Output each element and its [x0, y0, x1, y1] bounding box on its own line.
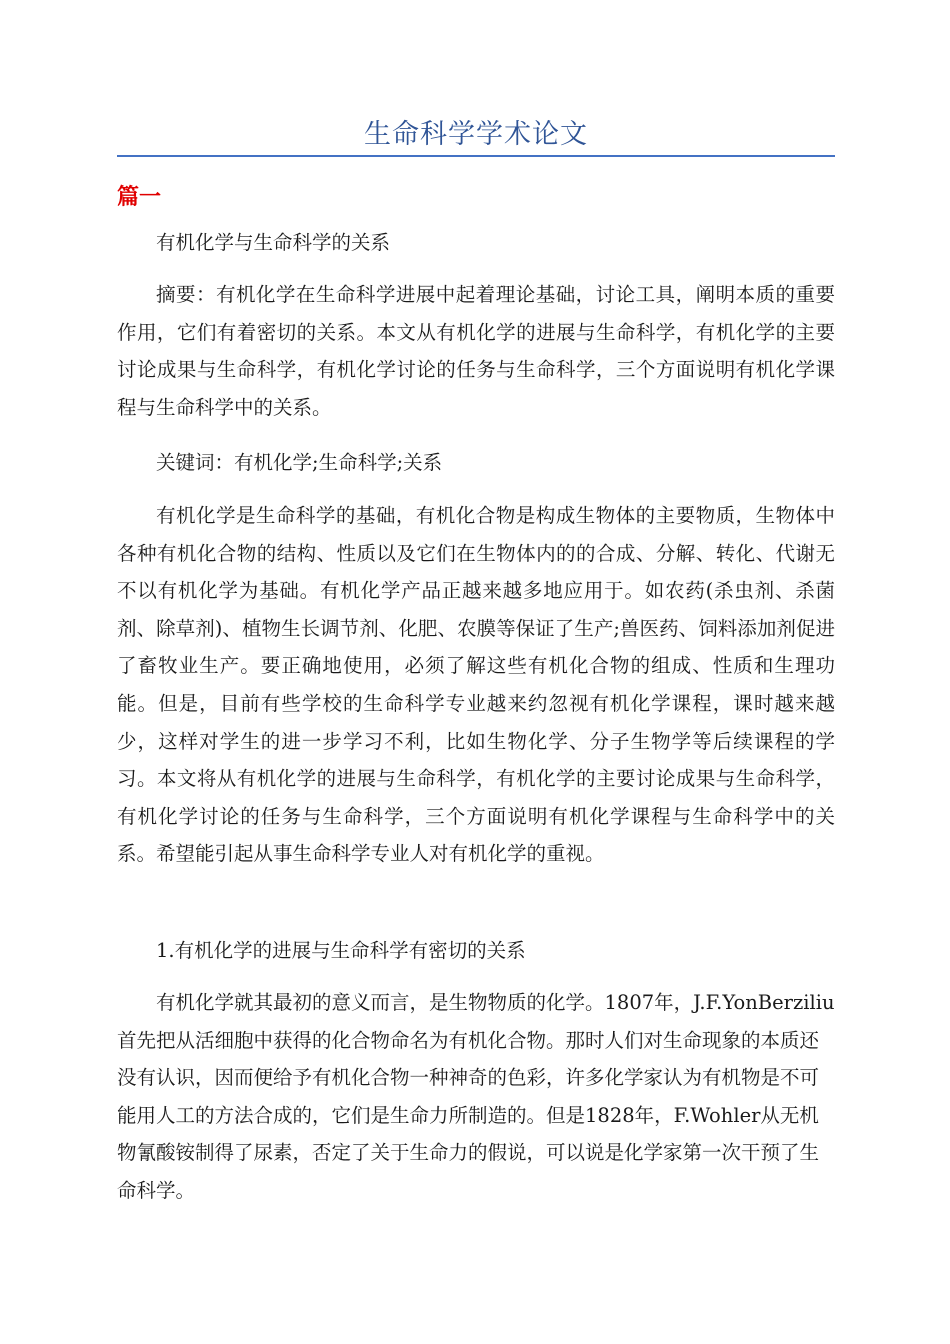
section-1-heading: 1.有机化学的进展与生命科学有密切的关系	[156, 939, 526, 962]
abstract-paragraph: 摘要：有机化学在生命科学进展中起着理论基础，讨论工具，阐明本质的重要作用，它们有着密切的关系。本文从有机化学的进展与生命科学，有机化学的主要讨论成果与生命科学，有机化学讨论的任务与生命科学，三个方面说明有机化学课程与生命科学中的关系。	[117, 283, 835, 419]
keywords-paragraph: 关键词：有机化学;生命科学;关系	[156, 451, 443, 474]
title-underline	[117, 155, 835, 157]
section-label: 篇一	[117, 185, 162, 210]
intro-paragraph: 有机化学是生命科学的基础，有机化合物是构成生物体的主要物质，生物体中各种有机化合物的结构、性质以及它们在生物体内的的合成、分解、转化、代谢无不以有机化学为基础。有机化学产品正越来越多地应用于。如农药(杀虫剂、杀菌剂、除草剂)、植物生长调节剂、化肥、农膜等保证了生产;兽医药、饲料添加剂促进了畜牧业生产。要正确地使用，必须了解这些有机化合物的组成、性质和生理功能。但是，目前有些学校的生命科学专业越来约忽视有机化学课程，课时越来越少，这样对学生的进一步学习不利，比如生物化学、分子生物学等后续课程的学习。本文将从有机化学的进展与生命科学，有机化学的主要讨论成果与生命科学，有机化学讨论的任务与生命科学，三个方面说明有机化学课程与生命科学中的关系。希望能引起从事生命科学专业人对有机化学的重视。	[117, 504, 835, 866]
paper-subtitle: 有机化学与生命科学的关系	[156, 231, 391, 254]
document-title: 生命科学学术论文	[364, 119, 588, 150]
section-1-paragraph: 有机化学就其最初的意义而言，是生物物质的化学。1807年，J.F.YonBerziliu首先把从活细胞中获得的化合物命名为有机化合物。那时人们对生命现象的本质还没有认识，因而便给予有机化合物一种神奇的色彩，许多化学家认为有机物是不可能用人工的方法合成的，它们是生命力所制造的。但是1828年，F.Wohler从无机物氰酸铵制得了尿素，否定了关于生命力的假说，可以说是化学家第一次干预了生命科学。	[117, 991, 835, 1202]
